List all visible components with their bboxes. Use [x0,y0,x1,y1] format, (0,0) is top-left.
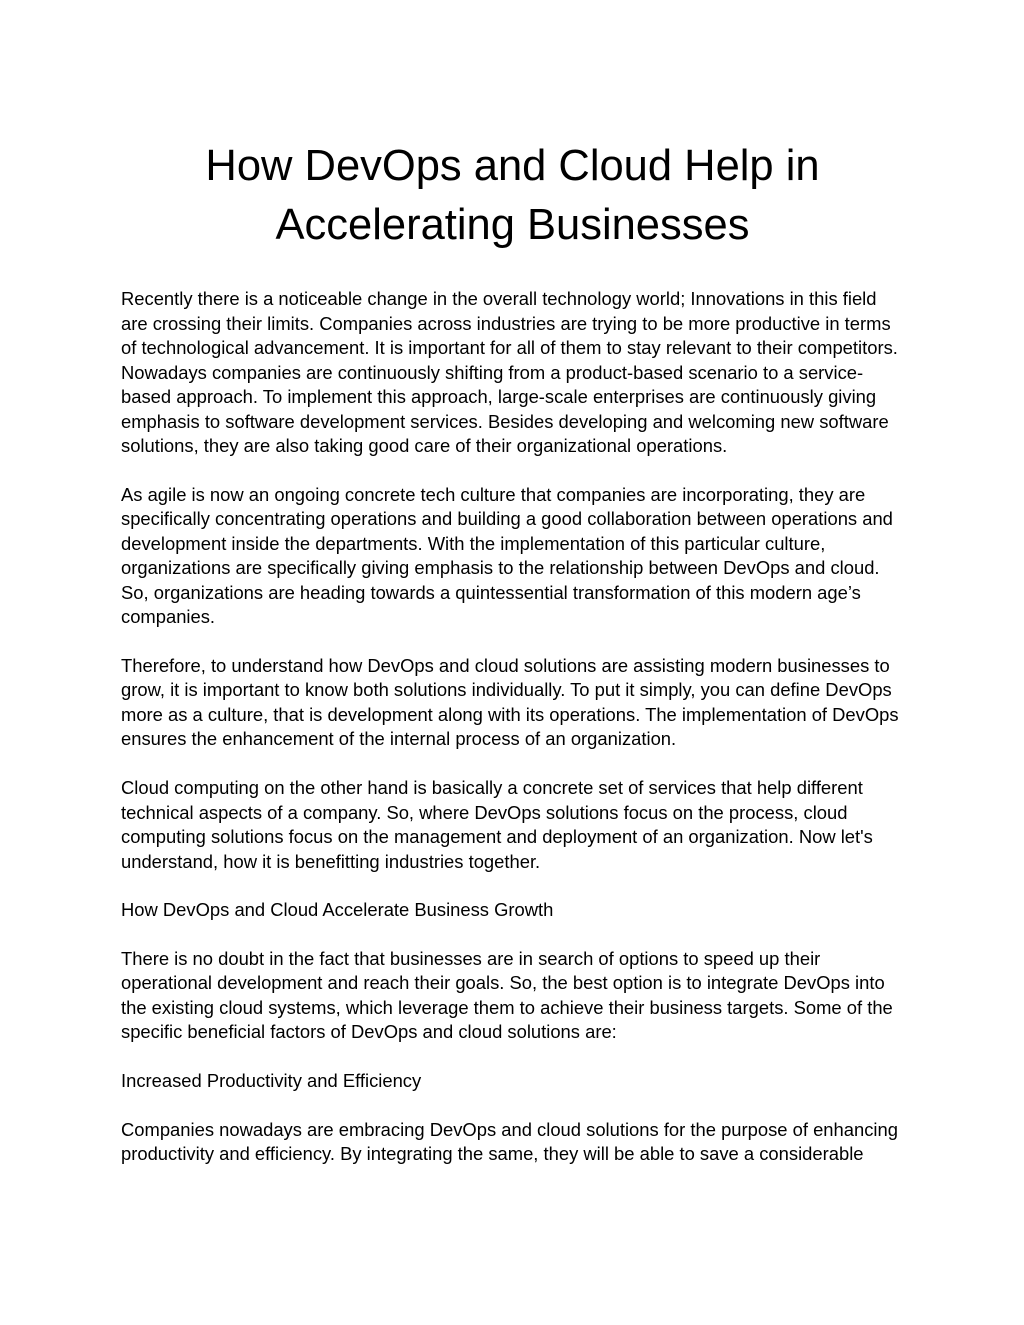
section-heading-accelerate-growth: How DevOps and Cloud Accelerate Business Growth [121,899,554,921]
paragraph-intro: Recently there is a noticeable change in the overall technology world; Innovations in this field are crossing their limits. Companies across industries are trying to be more productive in terms of technological advancement. It is important for all of them to stay relevant to their competitors. Nowadays companies are continuously shifting from a product-based scenario to a service-based approach. To implement this approach, large-scale enterprises are continuously giving emphasis to software development services. Besides developing and welcoming new software solutions, they are also taking good care of their organizational operations. [121,288,898,456]
paragraph-productivity: Companies nowadays are embracing DevOps and cloud solutions for the purpose of enhancing productivity and efficiency. By integrating the same, they will be able to save a considerable [121,1118,898,1165]
document-title-line-1: How DevOps and Cloud Help in [205,142,820,190]
document-title [121,137,904,255]
paragraph-business-growth: There is no doubt in the fact that businesses are in search of options to speed up their operational development and reach their goals. So, the best option is to integrate DevOps into the existing cloud systems, which leverage them to achieve their business targets. Some of the specific beneficial factors of DevOps and cloud solutions are: [121,947,893,1043]
document-title-line-2: Accelerating Businesses [275,201,750,249]
section-heading-productivity-efficiency: Increased Productivity and Efficiency [121,1070,422,1092]
paragraph-cloud-computing: Cloud computing on the other hand is basically a concrete set of services that help different technical aspects of a company. So, where DevOps solutions focus on the process, cloud computing solutions focus on the management and deployment of an organization. Now let's understand, how it is benefitting industries together. [121,777,873,872]
document-content [121,137,904,1191]
paragraph-agile-culture: As agile is now an ongoing concrete tech culture that companies are incorporating, they are specifically concentrating operations and building a good collaboration between operations and development inside the departments. With the implementation of this particular culture, organizations are specifically giving emphasis to the relationship between DevOps and cloud. So, organizations are heading towards a quintessential transformation of this modern age’s companies. [121,483,893,628]
paragraph-devops-definition: Therefore, to understand how DevOps and cloud solutions are assisting modern businesses to grow, it is important to know both solutions individually. To put it simply, you can define DevOps more as a culture, that is development along with its operations. The implementation of DevOps ensures the enhancement of the internal process of an organization. [121,654,899,750]
